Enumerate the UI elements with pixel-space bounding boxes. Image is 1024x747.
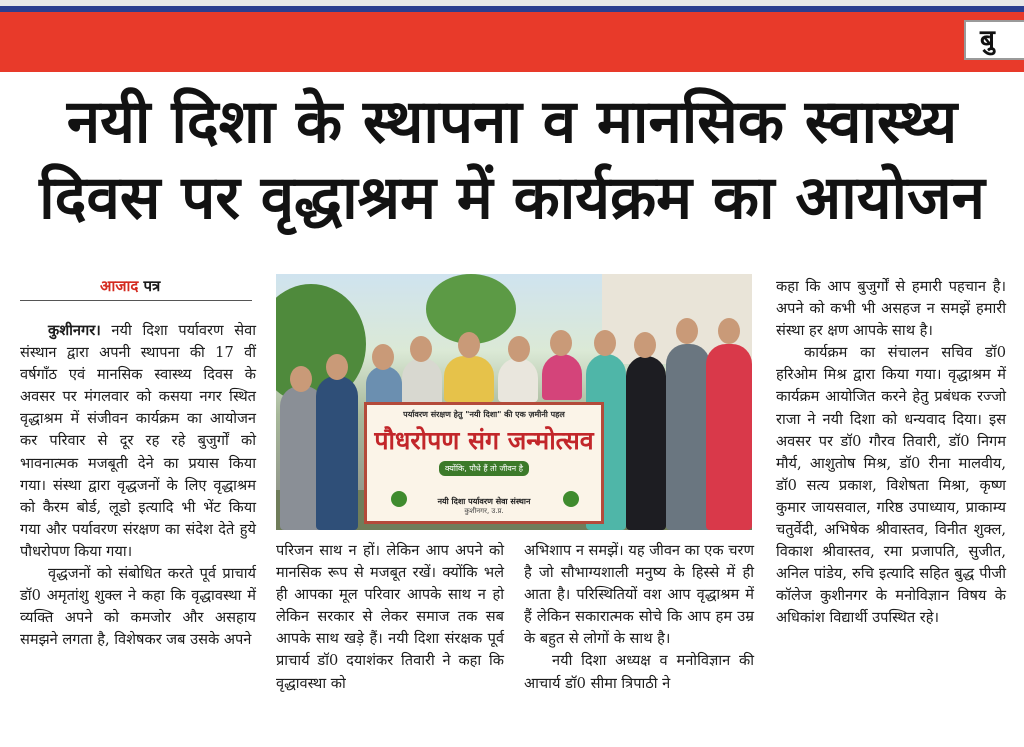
article-column-1 xyxy=(20,320,256,651)
person-head xyxy=(326,354,348,380)
masthead-red-band xyxy=(0,12,1024,72)
article-paragraph: कार्यक्रम का संचालन सचिव डॉ0 हरिओम मिश्र द्वारा किया गया। वृद्धाश्रम में कार्यक्रम आयोजित करने हेतु प्रबंधक रज्जो राजा ने नयी दिशा को धन्यवाद दिया। इस अवसर पर डॉ0 गौरव तिवारी, डॉ0 निगम मौर्य, आशुतोष मिश्र, डॉ0 रीना मालवीय, डॉ0 सत्य प्रकाश, विशेषता मिश्रा, कृष्ण कुमार जायसवाल, गरिष्ठ उपाध्याय, प्राकाम्य चतुर्वेदी, अभिषेक श्रीवास्तव, विनीत शुक्ल, विकाश श्रीवास्तव, रमा प्रजापति, सुजीत, अनिल पांडेय, रुचि इत्यादि सहित बुद्ध पीजी कॉलेज कुशीनगर के मनोविज्ञान विषय के अधिकांश विद्यार्थी उपस्थित रहे। xyxy=(776,344,1006,627)
person xyxy=(666,344,710,530)
article-column-2 xyxy=(276,540,504,695)
headline-line-1: नयी दिशा के स्थापना व मानसिक स्वास्थ्य xyxy=(66,87,958,157)
person xyxy=(706,344,752,530)
person-head xyxy=(718,318,740,344)
article-paragraph xyxy=(20,320,256,563)
banner-title: पौधरोपण संग जन्मोत्सव xyxy=(374,426,594,455)
photo-banner xyxy=(364,402,604,524)
article-paragraph: परिजन साथ न हों। लेकिन आप अपने को मानसिक रूप से मजबूत रखें। क्योंकि भले ही आपका मूल परिवार आपके साथ न हो लेकिन सरकार से लेकर समाज तक सब आपके साथ खड़े हैं। नयी दिशा संरक्षक पूर्व प्राचार्य डॉ0 दयाशंकर तिवारी ने कहा कि वृद्धावस्था को xyxy=(276,542,504,692)
person-head xyxy=(372,344,394,370)
plant-icon xyxy=(391,491,407,507)
article-paragraph: नयी दिशा अध्यक्ष व मनोविज्ञान की आचार्य डॉ0 सीमा त्रिपाठी ने xyxy=(524,652,754,692)
paragraph-text: नयी दिशा पर्यावरण सेवा संस्थान द्वारा अपनी स्थापना की 17 वीं वर्षगाँठ एवं मानसिक स्वास्थ्य दिवस के अवसर पर मंगलवार को कसया नगर स्थित वृद्धाश्रम में संजीवन कार्यक्रम का आयोजन कर परिवार से दूर रह रहे बुजुर्गों को भावनात्मक मजबूती देने का प्रयास किया गया। संस्था द्वारा वृद्धजनों के लिए वृद्धाश्रम को कैरम बोर्ड, लूडो इत्यादि भी भेंट किया गया और पर्यावरण संरक्षण का संदेश देते हुये पौधरोपण किया गया। xyxy=(20,322,256,560)
dateline: कुशीनगर। xyxy=(48,322,101,339)
byline-suffix: पत्र xyxy=(138,277,161,295)
byline-brand: आजाद xyxy=(100,277,139,295)
person xyxy=(498,358,538,402)
person-head xyxy=(458,332,480,358)
person-head xyxy=(410,336,432,362)
person-head xyxy=(508,336,530,362)
byline-rule xyxy=(20,300,252,301)
person-head xyxy=(594,330,616,356)
banner-org: नयी दिशा पर्यावरण सेवा संस्थान xyxy=(437,497,531,506)
top-strip xyxy=(0,0,1024,12)
person xyxy=(402,358,442,406)
headline xyxy=(0,84,1024,236)
plant-icon xyxy=(563,491,579,507)
person xyxy=(316,376,358,530)
person-head xyxy=(550,330,572,356)
person-head xyxy=(290,366,312,392)
article-paragraph: वृद्धजनों को संबोधित करते पूर्व प्राचार्य डॉ0 अमृतांशु शुक्ल ने कहा कि वृद्धावस्था में व्यक्ति अपने को कमजोर और असहाय समझने लगता है, विशेषकर जब उसके अपने xyxy=(20,565,256,649)
person xyxy=(542,354,582,400)
event-photo xyxy=(276,274,752,530)
byline xyxy=(100,276,160,296)
banner-tagline: क्योंकि, पौधे हैं तो जीवन है xyxy=(439,461,529,476)
article-paragraph: अभिशाप न समझें। यह जीवन का एक चरण है जो सौभाग्यशाली मनुष्य के हिस्से में ही आता है। परिस्थितियों वश आप वृद्धाश्रम में हैं लेकिन सकारात्मक सोचे कि आप हम उम्र के बहुत से लोगों के साथ है। xyxy=(524,542,755,648)
article-paragraph: कहा कि आप बुजुर्गों से हमारी पहचान है। अपने को कभी भी असहज न समझें हमारी संस्था हर क्षण आपके साथ है। xyxy=(776,278,1006,340)
person xyxy=(626,356,666,530)
page-section-tab: बु xyxy=(964,20,1024,60)
banner-line-1: पर्यावरण संरक्षण हेतु "नयी दिशा" की एक ज़मीनी पहल xyxy=(403,410,565,419)
person-head xyxy=(676,318,698,344)
article-column-3 xyxy=(524,540,754,695)
person-head xyxy=(634,332,656,358)
headline-line-2: दिवस पर वृद्धाश्रम में कार्यक्रम का आयोजन xyxy=(39,163,985,233)
article-column-4 xyxy=(776,276,1006,630)
person xyxy=(444,356,494,402)
banner-place: कुशीनगर, उ.प्र. xyxy=(464,507,504,515)
